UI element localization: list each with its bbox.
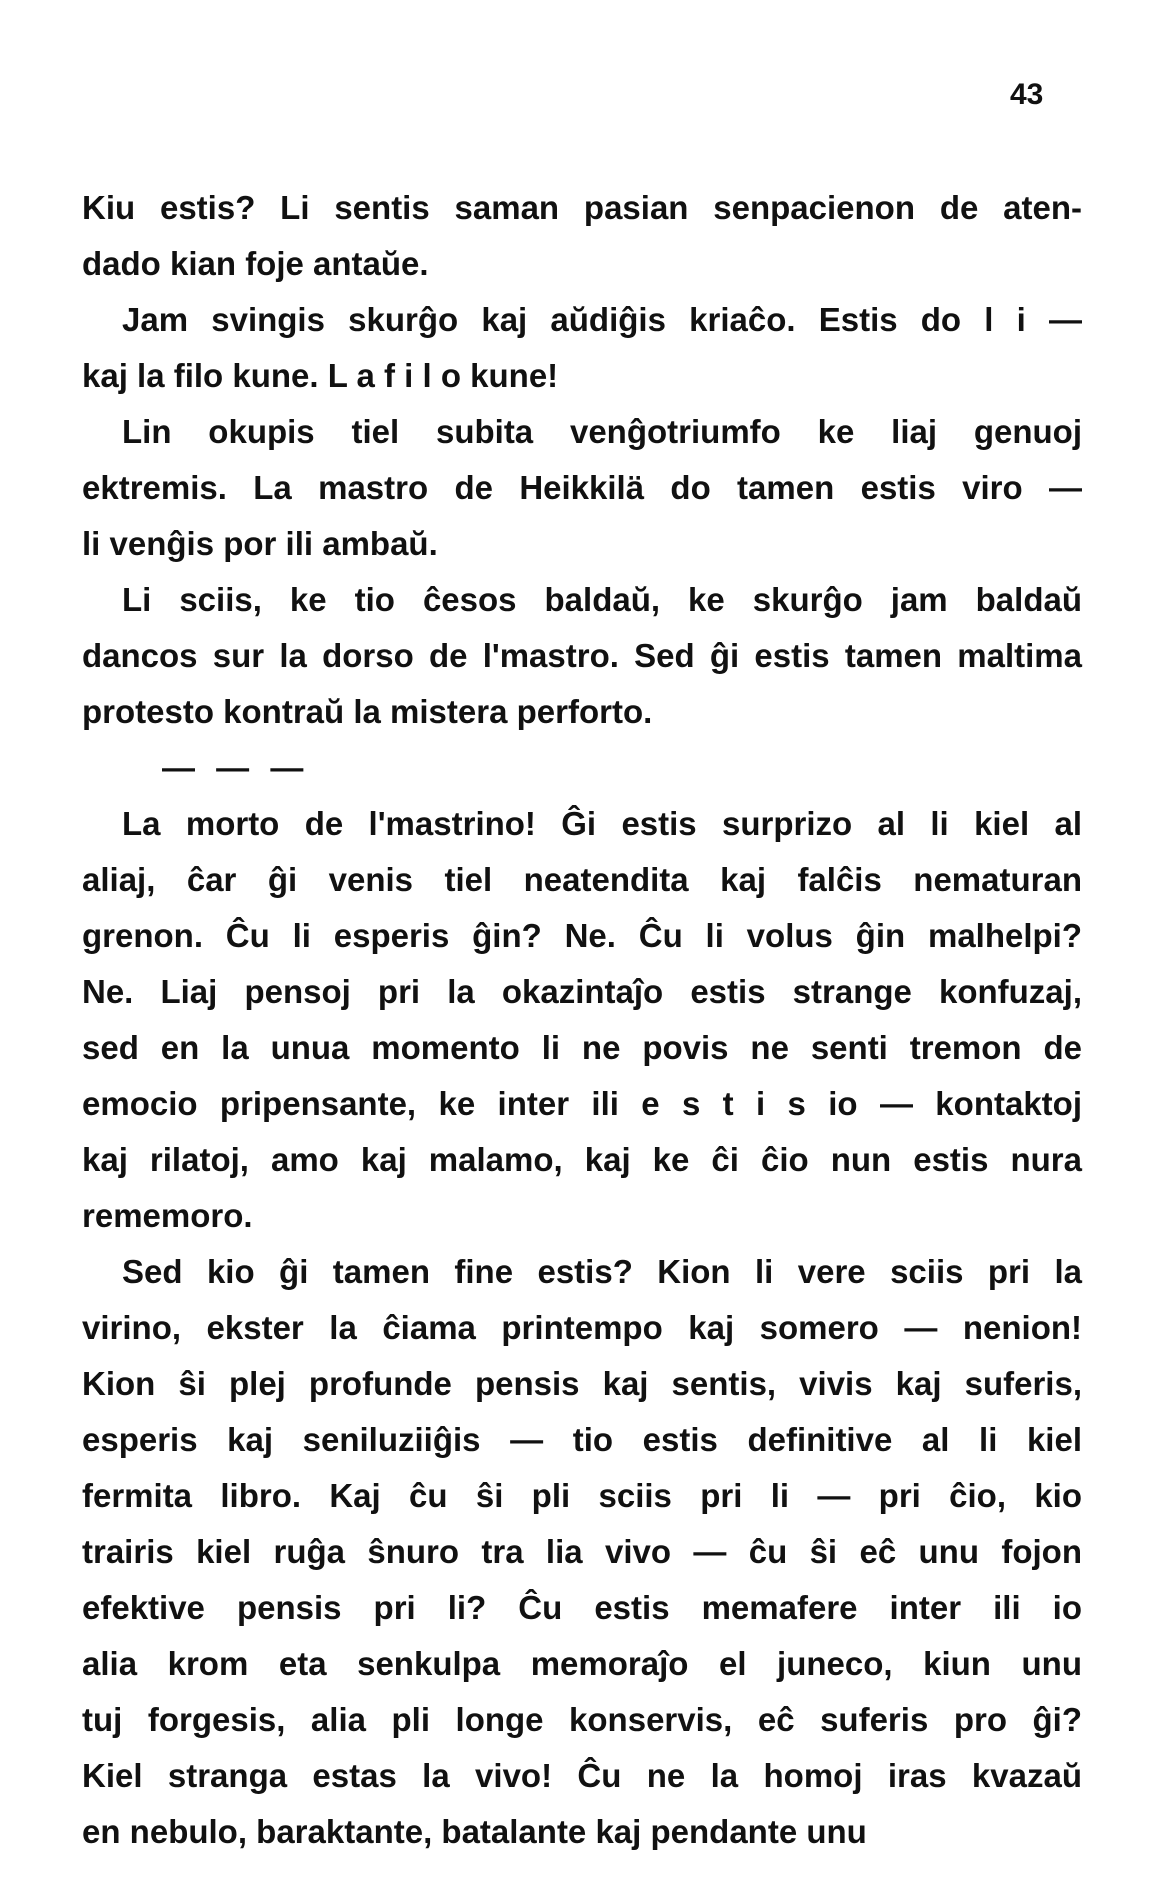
text-line: aliaj, ĉar ĝi venis tiel neatendita kaj falĉis nematuran: [82, 861, 1082, 898]
text-line: kaj rilatoj, amo kaj malamo, kaj ke ĉi ĉio nun estis nura: [82, 1141, 1082, 1178]
text-line: La morto de l'mastrino! Ĝi estis surprizo al li kiel al: [122, 805, 1082, 842]
text-line: efektive pensis pri li? Ĉu estis memafere inter ili io: [82, 1589, 1082, 1626]
section-separator: — — —: [162, 749, 310, 786]
text-line: grenon. Ĉu li esperis ĝin? Ne. Ĉu li volus ĝin malhelpi?: [82, 917, 1082, 954]
text-line: fermita libro. Kaj ĉu ŝi pli sciis pri li — pri ĉio, kio: [82, 1477, 1082, 1514]
text-line: virino, ekster la ĉiama printempo kaj somero — nenion!: [82, 1309, 1082, 1346]
page-body: [82, 180, 1082, 1860]
text-line: Kion ŝi plej profunde pensis kaj sentis, vivis kaj suferis,: [82, 1365, 1082, 1402]
text-line: Ne. Liaj pensoj pri la okazintaĵo estis strange konfuzaj,: [82, 973, 1082, 1010]
text-line: rememoro.: [82, 1197, 253, 1234]
text-line: dado kian foje antaŭe.: [82, 245, 429, 282]
text-line: Lin okupis tiel subita venĝotriumfo ke liaj genuoj: [122, 413, 1082, 450]
text-line: en nebulo, baraktante, batalante kaj pendante unu: [82, 1813, 867, 1850]
text-line: alia krom eta senkulpa memoraĵo el juneco, kiun unu: [82, 1645, 1082, 1682]
text-line: Li sciis, ke tio ĉesos baldaŭ, ke skurĝo jam baldaŭ: [122, 581, 1082, 618]
text-line: protesto kontraŭ la mistera perforto.: [82, 693, 653, 730]
text-line: Jam svingis skurĝo kaj aŭdiĝis kriaĉo. Estis do l i —: [122, 301, 1082, 338]
text-line: Sed kio ĝi tamen fine estis? Kion li vere sciis pri la: [122, 1253, 1082, 1290]
page-number: 43: [1010, 78, 1044, 111]
text-line: ektremis. La mastro de Heikkilä do tamen estis viro —: [82, 469, 1082, 506]
text-line: dancos sur la dorso de l'mastro. Sed ĝi estis tamen maltima: [82, 637, 1082, 674]
text-line: Kiu estis? Li sentis saman pasian senpacienon de aten-: [82, 189, 1082, 226]
text-line: tuj forgesis, alia pli longe konservis, eĉ suferis pro ĝi?: [82, 1701, 1082, 1738]
text-line: esperis kaj seniluziiĝis — tio estis definitive al li kiel: [82, 1421, 1082, 1458]
text-line: Kiel stranga estas la vivo! Ĉu ne la homoj iras kvazaŭ: [82, 1757, 1082, 1794]
text-line: kaj la filo kune. L a f i l o kune!: [82, 357, 559, 394]
text-line: li venĝis por ili ambaŭ.: [82, 525, 438, 562]
text-line: trairis kiel ruĝa ŝnuro tra lia vivo — ĉu ŝi eĉ unu fojon: [82, 1533, 1082, 1570]
text-line: sed en la unua momento li ne povis ne senti tremon de: [82, 1029, 1082, 1066]
text-line: emocio pripensante, ke inter ili e s t i s io — kontaktoj: [82, 1085, 1082, 1122]
